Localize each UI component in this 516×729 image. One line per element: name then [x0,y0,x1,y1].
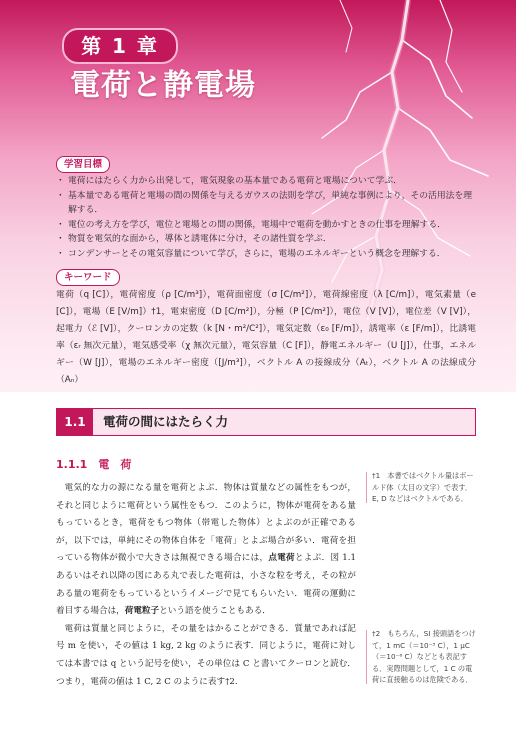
section-heading [56,408,476,436]
goal-item: ・ 電荷にはたらく力から出発して，電気現象の基本量である電荷と電場について学ぶ． [56,174,476,189]
term-charged-particle: 荷電粒子 [124,606,160,617]
body-text [56,480,356,691]
subsection-title: 1.1.1 電 荷 [56,458,132,471]
learning-goals-list [56,174,476,261]
keywords-tag: キーワード [56,269,120,286]
text-run: という語を使うこともある． [159,606,271,617]
sidenote-2: †2 もちろん，SI 接頭語をつけて，1 mC（＝10⁻³ C），1 μC（＝10⁻⁶ C）などとも表記する．実際問題として，1 C の電荷に直接触るのは危険である． [372,629,476,684]
goal-item: ・ コンデンサーとその電気容量について学び，さらに，電場のエネルギーという概念を理解する． [56,247,476,262]
section-number: 1.1 [57,409,93,435]
keywords-text: 電荷（q [C]），電荷密度（ρ [C/m³]），電荷面密度（σ [C/m²]），電荷線密度（λ [C/m]），電気素量（e [C]），電場（E [V/m]）†1，電束密度（D [C/m²]），分極（P [C/m²]），電位（V [V]），電位差（V [V]），起電力（ℰ [V]），クーロンカの定数（k [N・m²/C²]），電気定数（ε₀ [F/m]），誘電率（ε [F/m]），比誘電率（εᵣ 無次元量），電気感受率（χ 無次元量），電気容量（C [F]），静電エネルギー（U [J]），仕事，エネルギー（W [J]），電場のエネルギー密度（[J/m³]），ベクトル A の接線成分（Aₜ），ベクトル A の法線成分（Aₙ） [56,290,476,385]
chapter-number-badge: 第 1 章 [62,28,178,64]
goal-item: ・ 物質を電気的な面から，導体と誘電体に分け，その諸性質を学ぶ． [56,232,476,247]
learning-goals-tag: 学習目標 [56,156,110,173]
goal-item: ・ 基本量である電荷と電場の間の関係を与えるガウスの法則を学び，単純な事例により，その活用法を理解する． [56,189,476,218]
section-title: 電荷の間にはたらく力 [103,414,229,429]
chapter-title: 電荷と静電場 [70,68,256,103]
text-run: 電気的な力の源になる量を電荷とよぶ．物体は質量などの属性をもつが，それと同じように電荷という属性をもつ．このように，物体が電荷をある量もっているとき，電荷をもつ物体（帯電した物体）とよぶのが正確であるが，以下では，単純にその物体自体を「電荷」とよぶ場合が多い．電荷を担っている物体が微小で大きさは無視できる場合には， [56,483,356,564]
term-point-charge: 点電荷 [268,553,295,564]
paragraph [56,480,356,621]
sidenote-1: †1 本書ではベクトル量はボールド体（太目の文字）で表す．E, D などはベクトルである． [372,470,476,505]
goal-item: ・ 電位の考え方を学び，電位と電場との間の関係，電場中で電荷を動かすときの仕事を理解する． [56,218,476,233]
text-run: とよぶ．図 1.1 あるいはそれ以降の図にある丸で表した電荷は，小さな粒を考え，その粒がある量の電荷をもっているというイメージで見てもらいたい．電荷の運動に着目する場合は， [56,553,356,617]
paragraph: 電荷は質量と同じように，その量をはかることができる．質量であれば記号 m を使い，その値は 1 kg, 2 kg のように表す．同じように，電荷に対しては本書では q という記号を使い，その単位は C と書いてクーロンと読む．つまり，電荷の値は 1 C, 2 C のように表す†2. [56,623,356,687]
